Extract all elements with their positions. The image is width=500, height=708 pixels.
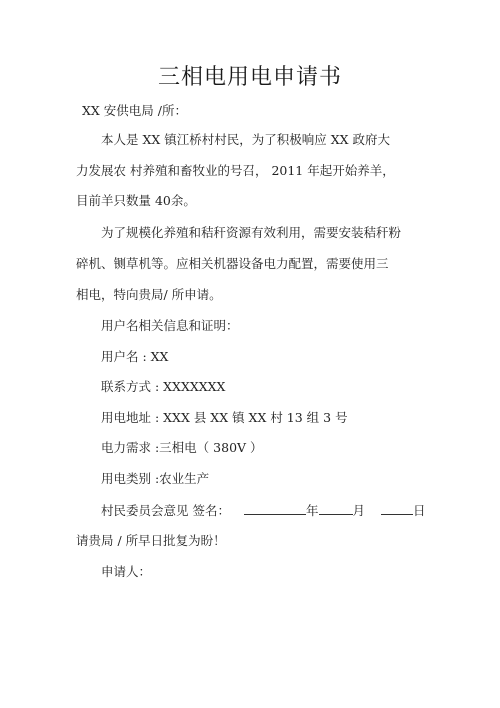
field-contact: 联系方式 : XXXXXXX xyxy=(101,379,226,394)
paragraph-1-line-1: 本人是 XX 镇江桥村村民，为了积极响应 XX 政府大 xyxy=(101,132,390,147)
committee-opinion-line xyxy=(101,502,426,519)
field-category: 用电类别 :农业生产 xyxy=(101,471,210,486)
day-blank xyxy=(381,502,413,515)
paragraph-2-line-1: 为了规模化养殖和秸秆资源有效利用，需要安装秸秆粉 xyxy=(101,225,402,240)
paragraph-2-line-2: 碎机、铡草机等。应相关机器设备电力配置，需要使用三 xyxy=(76,256,389,271)
day-label: 日 xyxy=(413,503,426,518)
paragraph-2-line-3: 相电，特向贵局/ 所申请。 xyxy=(76,287,222,302)
month-label: 月 xyxy=(352,503,366,518)
committee-opinion-label: 村民委员会意见 签名： xyxy=(101,503,230,518)
field-power: 电力需求 :三相电（ 380V ） xyxy=(101,440,263,455)
closing-line: 请贵局 / 所早日批复为盼！ xyxy=(76,533,226,548)
page-title: 三相电用电申请书 xyxy=(157,65,342,90)
paragraph-1-line-3: 目前羊只数量 40余。 xyxy=(76,193,196,208)
info-heading: 用户名相关信息和证明： xyxy=(101,318,239,333)
applicant-label: 申请人： xyxy=(101,564,152,579)
field-username: 用户名 : XX xyxy=(101,349,169,364)
year-label: 年 xyxy=(305,503,319,518)
field-address: 用电地址 : XXX 县 XX 镇 XX 村 13 组 3 号 xyxy=(101,410,348,425)
month-blank xyxy=(319,502,353,515)
year-blank xyxy=(244,502,306,515)
paragraph-1-line-2: 力发展农 村养殖和畜牧业的号召， 2011 年起开始养羊， xyxy=(76,163,395,178)
salutation: XX 安供电局 /所： xyxy=(82,103,187,118)
